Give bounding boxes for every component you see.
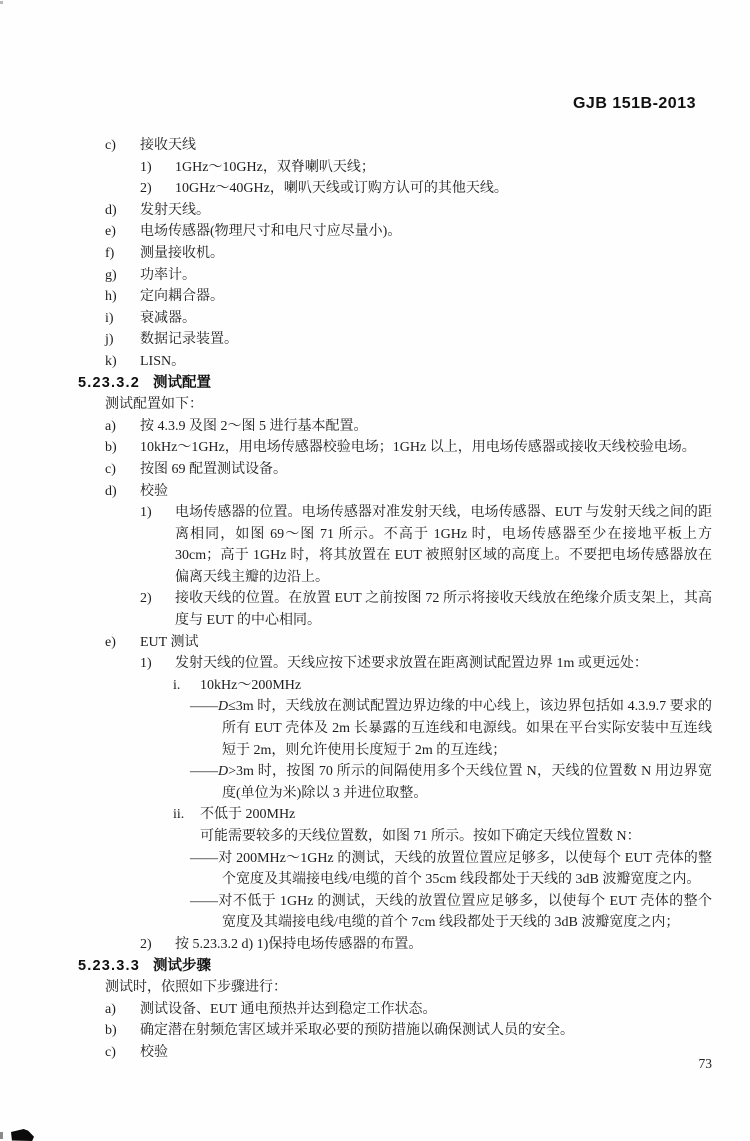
item-text: 按 4.3.9 及图 2～图 5 进行基本配置。 xyxy=(140,418,368,434)
variable-name: D xyxy=(218,764,229,780)
section-intro: 测试配置如下： xyxy=(105,397,203,413)
item-marker: g) xyxy=(105,267,117,283)
item-text: 发射天线的位置。天线应按下述要求放置在距离测试配置边界 1m 或更远处： xyxy=(175,656,648,672)
scan-artifact-wedge xyxy=(11,1129,34,1141)
section-intro: 测试时，依照如下步骤进行： xyxy=(105,980,287,996)
list-item xyxy=(105,243,712,265)
list-item xyxy=(105,308,712,330)
item-text: 不低于 200MHz xyxy=(200,807,296,823)
list-item xyxy=(173,675,712,697)
item-marker: 2) xyxy=(140,936,152,952)
list-item-dash xyxy=(190,848,712,891)
item-marker: 1) xyxy=(140,505,152,521)
list-item xyxy=(105,135,712,157)
item-text: 按 5.23.3.2 d) 1)保持电场传感器的布置。 xyxy=(175,936,423,952)
item-marker: 2) xyxy=(140,181,152,197)
item-marker: 1) xyxy=(140,159,152,175)
list-item-dash xyxy=(190,891,712,934)
section-heading-test-config xyxy=(78,373,712,395)
item-text: 确定潜在射频危害区域并采取必要的预防措施以确保测试人员的安全。 xyxy=(140,1023,574,1039)
item-text: 10kHz～1GHz，用电场传感器校验电场；1GHz 以上，用电场传感器或接收天线校验电场。 xyxy=(140,440,696,456)
standard-number: GJB 151B-2013 xyxy=(572,95,696,112)
item-marker: e) xyxy=(105,224,116,240)
item-text: 10GHz～40GHz，喇叭天线或订购方认可的其他天线。 xyxy=(175,181,508,197)
page-header xyxy=(78,95,712,113)
item-text: LISN。 xyxy=(140,353,186,369)
list-item xyxy=(105,329,712,351)
section-title: 测试配置 xyxy=(153,374,212,391)
dash-marker: —— xyxy=(190,764,218,780)
section-number: 5.23.3.3 xyxy=(78,957,141,974)
item-marker: d) xyxy=(105,202,117,218)
list-item-dash xyxy=(190,696,712,761)
item-marker: f) xyxy=(105,245,115,261)
dash-marker: —— xyxy=(190,850,218,866)
item-text: EUT 测试 xyxy=(140,634,199,650)
list-item xyxy=(105,437,712,459)
item-text: 对不低于 1GHz 的测试，天线的放置位置应足够多，以使每个 EUT 壳体的整个宽度及其端接电线/电缆的首个 7cm 线段都处于天线的 3dB 波瓣宽度之内； xyxy=(218,893,712,931)
item-text: 电场传感器(物理尺寸和电尺寸应尽量小)。 xyxy=(140,224,402,240)
item-text: 发射天线。 xyxy=(140,202,210,218)
item-text: 衰减器。 xyxy=(140,310,196,326)
dash-marker: —— xyxy=(190,699,218,715)
item-text: 电场传感器的位置。电场传感器对准发射天线，电场传感器、EUT 与发射天线之间的距离相同，如图 69～图 71 所示。不高于 1GHz 时，电场传感器至少在接地平板上方 30cm；高于 1GHz 时，将其放置在 EUT 被照射区域的高度上。不要把电场传感器放在偏离天线主瓣的边沿上。 xyxy=(175,505,712,585)
list-item xyxy=(105,265,712,287)
item-marker: e) xyxy=(105,634,116,650)
item-marker: 2) xyxy=(140,591,152,607)
list-item xyxy=(140,157,712,179)
item-marker: i) xyxy=(105,310,114,326)
section-title: 测试步骤 xyxy=(153,957,212,974)
item-marker: i. xyxy=(173,677,181,693)
list-item xyxy=(105,999,712,1021)
item-text: 测试设备、EUT 通电预热并达到稳定工作状态。 xyxy=(140,1001,437,1017)
variable-name: D xyxy=(218,699,229,715)
dash-marker: —— xyxy=(190,893,218,909)
item-text: 功率计。 xyxy=(140,267,196,283)
item-marker: h) xyxy=(105,289,117,305)
section-heading-test-steps xyxy=(78,956,712,978)
list-item xyxy=(105,200,712,222)
item-marker: k) xyxy=(105,353,117,369)
list-item xyxy=(105,632,712,654)
list-item xyxy=(140,588,712,631)
item-text: 测量接收机。 xyxy=(140,245,224,261)
list-item xyxy=(105,221,712,243)
item-text: 1GHz～10GHz，双脊喇叭天线； xyxy=(175,159,375,175)
list-item-note: 可能需要较多的天线位置数，如图 71 所示。按如下确定天线位置数 N： xyxy=(200,829,641,844)
list-item xyxy=(173,804,712,826)
list-item xyxy=(140,653,712,675)
scan-artifact-speck xyxy=(0,1132,3,1139)
page-body xyxy=(78,135,712,1064)
list-item xyxy=(105,459,712,481)
item-marker: j) xyxy=(105,332,114,348)
list-item xyxy=(140,934,712,956)
item-marker: 1) xyxy=(140,656,152,672)
item-text: 接收天线 xyxy=(140,138,196,153)
item-marker: a) xyxy=(105,1001,116,1017)
item-marker: c) xyxy=(105,138,116,153)
scan-artifact-speck xyxy=(0,1,3,4)
item-text: 对 200MHz～1GHz 的测试，天线的放置位置应足够多，以使每个 EUT 壳体的整个宽度及其端接电线/电缆的首个 35cm 线段都处于天线的 3dB 波瓣宽度之内。 xyxy=(218,850,712,888)
list-item xyxy=(105,481,712,503)
list-item xyxy=(105,416,712,438)
item-marker: b) xyxy=(105,1023,117,1039)
item-marker: ii. xyxy=(173,807,185,823)
list-item xyxy=(140,502,712,588)
item-text: 校验 xyxy=(140,483,168,499)
list-item xyxy=(105,351,712,373)
list-item xyxy=(140,178,712,200)
list-item xyxy=(105,1020,712,1042)
item-marker: a) xyxy=(105,418,116,434)
item-text: 定向耦合器。 xyxy=(140,289,224,305)
item-text: 接收天线的位置。在放置 EUT 之前按图 72 所示将接收天线放在绝缘介质支架上，其高度与 EUT 的中心相同。 xyxy=(175,591,712,629)
item-marker: c) xyxy=(105,461,116,477)
section-number: 5.23.3.2 xyxy=(78,374,141,391)
item-text: ≤3m 时，天线放在测试配置边界边缘的中心线上，该边界包括如 4.3.9.7 要求的所有 EUT 壳体及 2m 长暴露的互连线和电源线。如果在平台实际安装中互连线短于 2m，则允许使用长度短于 2m 的互连线； xyxy=(222,699,712,758)
item-marker: c) xyxy=(105,1044,116,1060)
item-text: >3m 时，按图 70 所示的间隔使用多个天线位置 N，天线的位置数 N 用边界宽度(单位为米)除以 3 并进位取整。 xyxy=(222,764,712,801)
item-text: 校验 xyxy=(140,1044,168,1060)
list-item xyxy=(105,286,712,308)
item-marker: b) xyxy=(105,440,117,456)
list-item-dash xyxy=(190,761,712,804)
page-number: 73 xyxy=(698,1056,712,1071)
item-text: 按图 69 配置测试设备。 xyxy=(140,461,287,477)
item-text: 数据记录装置。 xyxy=(140,332,238,348)
item-marker: d) xyxy=(105,483,117,499)
item-text: 10kHz～200MHz xyxy=(200,677,302,693)
